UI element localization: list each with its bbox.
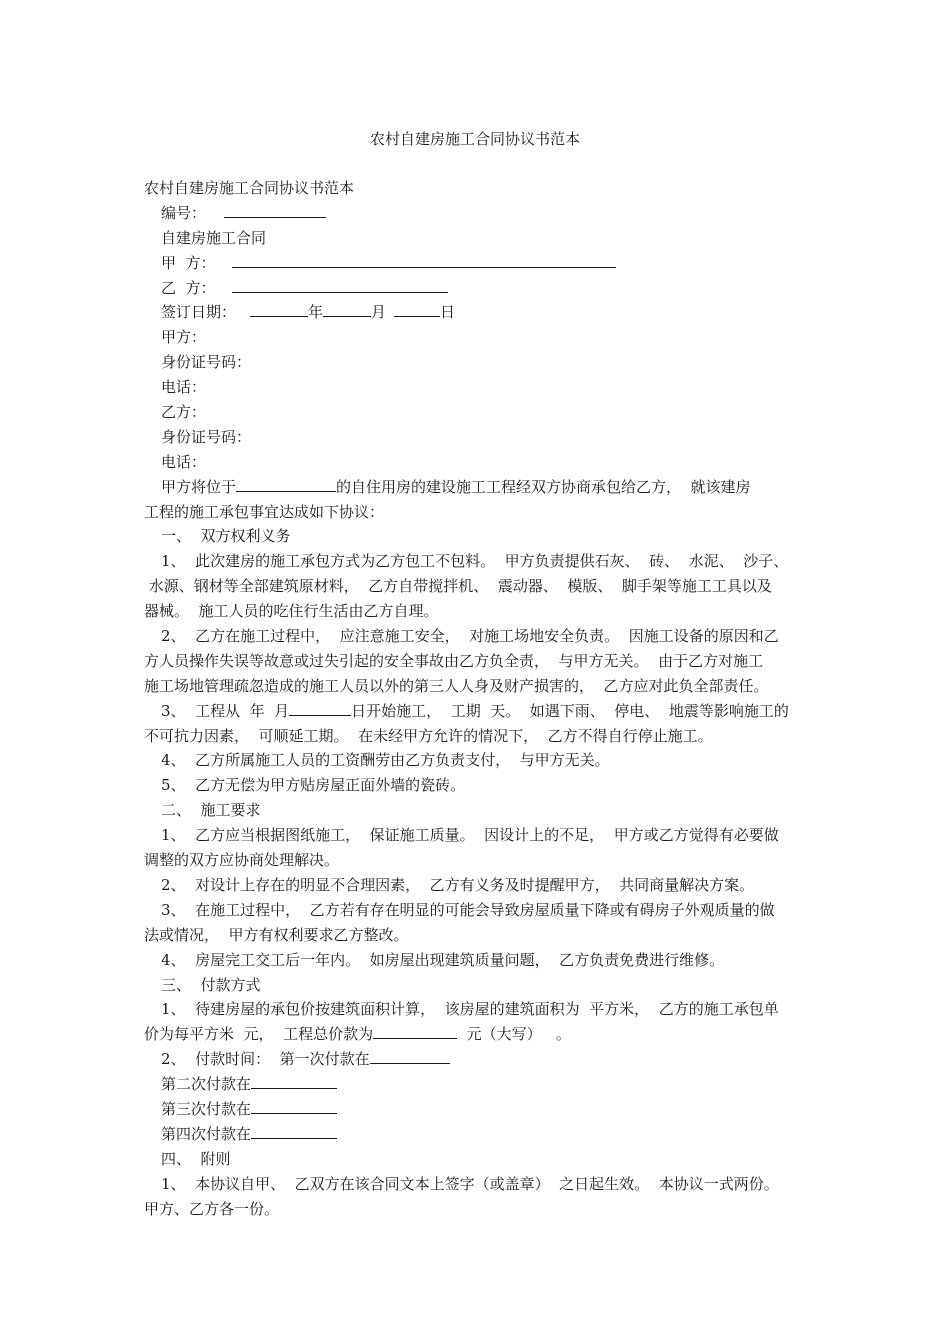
clause-2-2: 2、 对设计上存在的明显不合理因素， 乙方有义务及时提醒甲方， 共同商量解决方案。	[161, 875, 755, 894]
payment-1-blank	[370, 1048, 450, 1064]
intro-line-2: 工程的施工承包事宜达成如下协议：	[144, 502, 385, 521]
payment-2-line: 第二次付款在	[144, 1072, 809, 1097]
section-2-heading: 二、 施工要求	[161, 801, 261, 820]
party-b-short: 乙方：	[161, 403, 207, 422]
intro-line-1: 甲方将位于 的自住用房的建设施工工程经双方协商承包给乙方， 就该建房	[161, 477, 751, 496]
party-a-blank	[232, 252, 616, 268]
clause-2-3: 3、 在施工过程中， 乙方若有存在明显的可能会导致房屋质量下降或有碍房子外观质量的做	[161, 900, 775, 919]
party-b-line: 乙 方：	[144, 276, 809, 301]
payment-2-blank	[251, 1073, 337, 1089]
document-title: 农村自建房施工合同协议书范本	[369, 130, 580, 148]
clause-2-4: 4、 房屋完工交工后一年内。 如房屋出现建筑质量问题， 乙方负责免费进行维修。	[161, 950, 725, 969]
location-blank	[236, 476, 336, 492]
sign-date-line: 签订日期： 年 月 日	[161, 303, 456, 322]
clause-3-2: 2、 付款时间： 第一次付款在	[144, 1047, 809, 1072]
clause-2-1: 1、 乙方应当根据图纸施工， 保证施工质量。 因设计上的不足， 甲方或乙方觉得有必要做	[161, 826, 779, 845]
section-1-heading: 一、 双方权利义务	[161, 527, 291, 546]
contract-name: 自建房施工合同	[161, 228, 267, 247]
contract-number-line: 编号：	[144, 201, 809, 226]
payment-3-blank	[251, 1098, 337, 1114]
clause-1-4: 4、 乙方所属施工人员的工资酬劳由乙方负责支付， 与甲方无关。	[161, 751, 610, 770]
section-3-heading: 三、 付款方式	[161, 975, 261, 994]
start-date-blank	[289, 700, 351, 716]
contract-number-blank	[224, 202, 326, 218]
party-a-short: 甲方：	[161, 328, 207, 347]
id-label-a: 身份证号码：	[161, 353, 252, 372]
phone-label-b: 电话：	[161, 452, 207, 471]
contract-body: 农村自建房施工合同协议书范本 编号： 自建房施工合同 甲 方： 乙 方： 签订日期： 年 月 日 甲方： 身份证号码： 电话： 乙方： 身份证号码： 电话： 甲方将位于 的自住用房的建设施工工程经双方协商承包给乙方， 就该建房 工程的施工承包事宜达成如下协议： 一、 双方权利义务 1、 此次建房的施工承包方式为乙方包工不包料。 甲方负责提供石灰、 砖、 水泥、 沙子、 水源、钢材等全部建筑原材料， 乙方自带搅拌机、 震动器、 模版、 脚手架等施工工具以及 器械。 施工人员的吃住行生活由乙方自理。 2、 乙方在施工过程中， 应注意施工安全， 对施工场地安全负责。 因施工设备的原因和乙 方人员操作失误等故意或过失引起的安全事故由乙方负全责， 与甲方无关。 由于乙方对施工 施工场地管理疏忽造成的施工人员以外的第三人人身及财产损害的， 乙方应对此负全部责任。 3、 工程从 年 月 日开始施工， 工期 天。 如遇下雨、 停电、 地震等影响施工的 不可抗力因素， 可顺延工期。 在未经甲方允许的情况下， 乙方不得自行停止施工。 4、 乙方所属施工人员的工资酬劳由乙方负责支付， 与甲方无关。 5、 乙方无偿为甲方贴房屋正面外墙的瓷砖。 二、 施工要求 1、 乙方应当根据图纸施工， 保证施工质量。 因设计上的不足， 甲方或乙方觉得有必要做 调整的双方应协商处理解决。 2、 对设计上存在的明显不合理因素， 乙方有义务及时提醒甲方， 共同商量解决方案。 3、 在施工过程中， 乙方若有存在明显的可能会导致房屋质量下降或有碍房子外观质量的做 法或情况， 甲方有权利要求乙方整改。 4、 房屋完工交工后一年内。 如房屋出现建筑质量问题， 乙方负责免费进行维修。 三、 付款方式 1、 待建房屋的承包价按建筑面积计算， 该房屋的建筑面积为 平方米， 乙方的施工承包单 价为每平方米 元， 工程总价款为 元（大写） 。 2、 付款时间： 第一次付款在 第二次付款在 第三次付款在 第四次付款在 四、 附则 1、 本协议自甲、 乙双方在该合同文本上签字（或盖章） 之日起生效。 本协议一式两份。 甲方、乙方各一份。	[144, 176, 809, 1221]
id-label-b: 身份证号码：	[161, 427, 252, 446]
clause-4-1: 1、 本协议自甲、 乙双方在该合同文本上签字（或盖章） 之日起生效。 本协议一式两份。	[161, 1174, 779, 1193]
payment-3-line: 第三次付款在	[144, 1097, 809, 1122]
payment-4-blank	[251, 1123, 337, 1139]
contract-heading: 农村自建房施工合同协议书范本	[144, 179, 355, 197]
party-b-blank	[232, 277, 448, 293]
party-a-line: 甲 方：	[144, 251, 809, 276]
clause-3-1-line-2: 价为每平方米 元， 工程总价款为 元（大写） 。	[144, 1025, 571, 1044]
total-price-blank	[373, 1023, 457, 1039]
clause-3-1: 1、 待建房屋的承包价按建筑面积计算， 该房屋的建筑面积为 平方米， 乙方的施工承包单	[161, 1000, 779, 1019]
phone-label-a: 电话：	[161, 378, 207, 397]
clause-1-1: 1、 此次建房的施工承包方式为乙方包工不包料。 甲方负责提供石灰、 砖、 水泥、 沙子、	[161, 552, 789, 571]
clause-1-2: 2、 乙方在施工过程中， 应注意施工安全， 对施工场地安全负责。 因施工设备的原因和乙	[161, 627, 779, 646]
clause-1-5: 5、 乙方无偿为甲方贴房屋正面外墙的瓷砖。	[161, 776, 466, 795]
clause-1-3: 3、 工程从 年 月 日开始施工， 工期 天。 如遇下雨、 停电、 地震等影响施工的	[161, 701, 789, 720]
section-4-heading: 四、 附则	[161, 1149, 231, 1168]
payment-4-line: 第四次付款在	[144, 1122, 809, 1147]
